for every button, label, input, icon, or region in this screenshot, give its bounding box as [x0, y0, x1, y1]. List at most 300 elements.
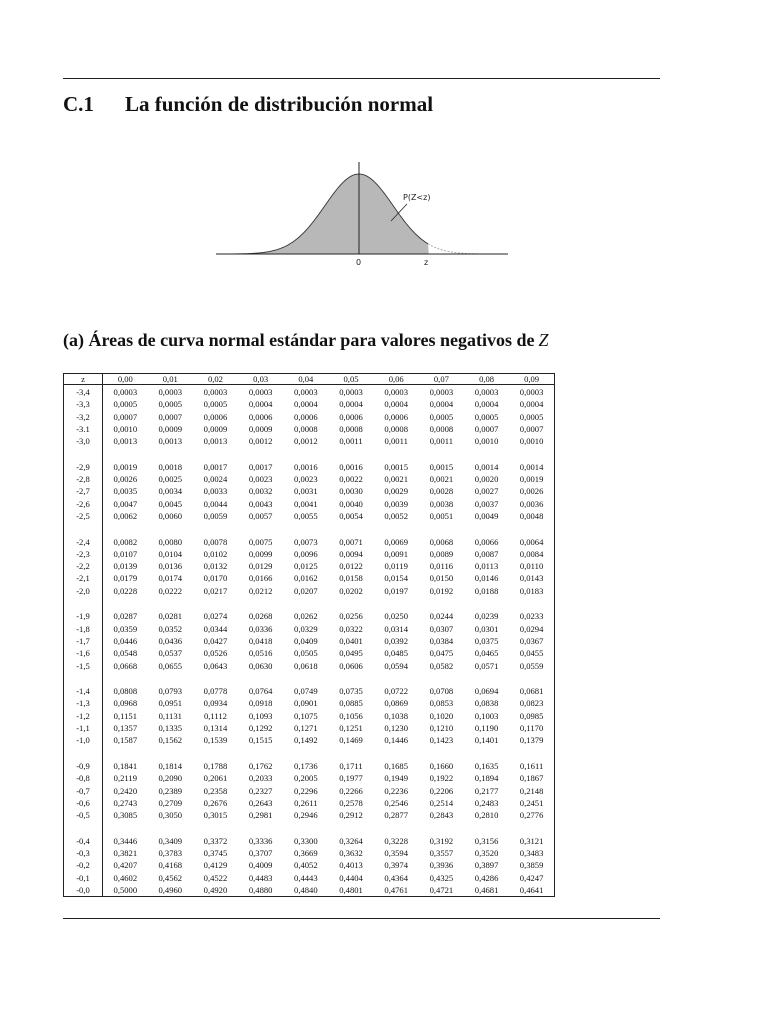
probability-cell: 0,0006 — [339, 411, 363, 422]
z-value-cell: -2,6 — [64, 498, 103, 510]
probability-cell: 0,1685 — [384, 760, 409, 771]
probability-cell: 0,0008 — [384, 423, 409, 434]
z-value-cell: -1,0 — [64, 734, 103, 746]
probability-cell: 0,2148 — [519, 785, 544, 796]
probability-cell: 0,0008 — [294, 423, 318, 434]
probability-cell: 0,0073 — [294, 536, 318, 547]
probability-cell: 0,0004 — [384, 399, 409, 410]
probability-cell: 0,0594 — [384, 660, 409, 671]
probability-cell: 0,0045 — [158, 498, 183, 509]
probability-cell: 0,1357 — [113, 723, 138, 734]
probability-cell: 0,0122 — [339, 561, 363, 572]
probability-cell: 0,2743 — [113, 797, 138, 808]
probability-cell: 0,3974 — [384, 860, 409, 871]
probability-cell: 0,0003 — [339, 387, 363, 397]
table-row — [64, 585, 555, 597]
probability-cell: 0,0030 — [339, 486, 363, 497]
probability-cell: 0,0023 — [294, 474, 318, 485]
section-heading — [63, 92, 433, 117]
probability-cell: 0,2177 — [474, 785, 499, 796]
probability-cell: 0,0618 — [294, 660, 318, 671]
probability-cell: 0,4207 — [113, 860, 138, 871]
probability-cell: 0,2709 — [158, 797, 183, 808]
probability-cell: 0,1841 — [113, 760, 138, 771]
probability-cell: 0,0078 — [203, 536, 228, 547]
z-value-cell: -3,3 — [64, 398, 103, 410]
probability-cell: 0,3669 — [294, 847, 318, 858]
probability-cell: 0,1515 — [248, 735, 273, 746]
probability-cell: 0,4801 — [339, 884, 363, 895]
probability-cell: 0,0038 — [429, 498, 454, 509]
probability-cell: 0,1949 — [384, 773, 409, 784]
probability-cell: 0,0838 — [474, 698, 499, 709]
probability-cell: 0,0007 — [158, 411, 183, 422]
probability-cell: 0,1003 — [474, 710, 499, 721]
probability-cell: 0,2578 — [339, 797, 363, 808]
probability-cell: 0,0174 — [158, 573, 183, 584]
probability-cell: 0,0026 — [519, 486, 544, 497]
x-label-zero: 0 — [356, 258, 362, 267]
table-row — [64, 485, 555, 497]
probability-cell: 0,2389 — [158, 785, 183, 796]
probability-cell: 0,1112 — [203, 710, 227, 721]
top-rule — [63, 78, 660, 79]
z-value-cell: -0,6 — [64, 797, 103, 809]
probability-cell: 0,0188 — [474, 585, 499, 596]
probability-cell: 0,0008 — [429, 423, 454, 434]
probability-cell: 0,0003 — [248, 387, 273, 397]
probability-cell: 0,0150 — [429, 573, 454, 584]
probability-cell: 0,0013 — [113, 436, 138, 447]
section-number: C.1 — [63, 92, 94, 116]
probability-cell: 0,0643 — [203, 660, 228, 671]
probability-cell: 0,2033 — [248, 773, 273, 784]
probability-cell: 0,0005 — [158, 399, 183, 410]
probability-cell: 0,0985 — [519, 710, 544, 721]
probability-cell: 0,4641 — [519, 884, 544, 895]
probability-cell: 0,1251 — [339, 723, 363, 734]
probability-cell: 0,0003 — [474, 387, 499, 397]
probability-cell: 0,0028 — [429, 486, 454, 497]
probability-cell: 0,0735 — [339, 686, 363, 697]
probability-cell: 0,4840 — [294, 884, 318, 895]
probability-cell: 0,0003 — [294, 387, 318, 397]
probability-cell: 0,2776 — [519, 810, 544, 821]
probability-cell: 0,0559 — [519, 660, 544, 671]
probability-cell: 0,0069 — [384, 536, 409, 547]
probability-cell: 0,4009 — [248, 860, 273, 871]
header-col: 0,02 — [193, 374, 238, 385]
probability-cell: 0,3936 — [429, 860, 454, 871]
probability-cell: 0,0024 — [203, 474, 228, 485]
probability-cell: 0,1469 — [339, 735, 363, 746]
probability-cell: 0,0516 — [248, 648, 273, 659]
probability-cell: 0,2451 — [519, 797, 544, 808]
probability-cell: 0,0011 — [429, 436, 454, 447]
probability-cell: 0,0051 — [429, 510, 454, 521]
probability-cell: 0,0035 — [113, 486, 138, 497]
probability-cell: 0,0427 — [203, 635, 228, 646]
subsection-variable: Z — [538, 330, 549, 350]
probability-cell: 0,0010 — [519, 436, 544, 447]
table-row — [64, 473, 555, 485]
group-spacer — [64, 821, 555, 834]
probability-cell: 0,0005 — [203, 399, 228, 410]
z-value-cell: -0,3 — [64, 847, 103, 859]
probability-cell: 0,0034 — [158, 486, 183, 497]
probability-cell: 0,0146 — [474, 573, 499, 584]
probability-cell: 0,0026 — [113, 474, 138, 485]
probability-cell: 0,4168 — [158, 860, 183, 871]
table-row — [64, 685, 555, 697]
probability-cell: 0,0005 — [429, 411, 454, 422]
probability-cell: 0,0228 — [113, 585, 138, 596]
probability-cell: 0,3228 — [384, 835, 409, 846]
probability-cell: 0,0384 — [429, 635, 454, 646]
probability-cell: 0,3156 — [474, 835, 499, 846]
table-row — [64, 536, 555, 548]
probability-cell: 0,0869 — [384, 698, 409, 709]
probability-cell: 0,0162 — [294, 573, 318, 584]
header-z: z — [64, 374, 103, 385]
probability-cell: 0,0016 — [339, 461, 363, 472]
probability-cell: 0,0606 — [339, 660, 363, 671]
probability-cell: 0,3897 — [474, 860, 499, 871]
table-row — [64, 872, 555, 884]
table-row — [64, 510, 555, 522]
probability-cell: 0,0436 — [158, 635, 183, 646]
probability-cell: 0,4522 — [203, 872, 228, 883]
table-row — [64, 411, 555, 423]
probability-cell: 0,1401 — [474, 735, 499, 746]
probability-cell: 0,0125 — [294, 561, 318, 572]
probability-cell: 0,0057 — [248, 510, 273, 521]
probability-cell: 0,1611 — [519, 760, 544, 771]
probability-cell: 0,0222 — [158, 585, 183, 596]
probability-cell: 0,2676 — [203, 797, 228, 808]
z-value-cell: -2,4 — [64, 536, 103, 548]
probability-cell: 0,1230 — [384, 723, 409, 734]
table-row — [64, 734, 555, 746]
probability-cell: 0,3085 — [113, 810, 138, 821]
probability-cell: 0,0094 — [339, 548, 363, 559]
probability-cell: 0,0064 — [519, 536, 544, 547]
probability-cell: 0,0233 — [519, 611, 544, 622]
probability-cell: 0,0047 — [113, 498, 138, 509]
probability-cell: 0,1660 — [429, 760, 454, 771]
probability-cell: 0,0582 — [429, 660, 454, 671]
group-spacer — [64, 672, 555, 685]
probability-cell: 0,0020 — [474, 474, 499, 485]
table-row — [64, 398, 555, 410]
probability-cell: 0,0139 — [113, 561, 138, 572]
table-row — [64, 647, 555, 659]
probability-cell: 0,0082 — [113, 536, 138, 547]
probability-cell: 0,1762 — [248, 760, 273, 771]
probability-cell: 0,0018 — [158, 461, 183, 472]
probability-cell: 0,0033 — [203, 486, 228, 497]
probability-cell: 0,0037 — [474, 498, 499, 509]
table-row — [64, 772, 555, 784]
table-row — [64, 785, 555, 797]
probability-cell: 0,4602 — [113, 872, 138, 883]
probability-cell: 0,0475 — [429, 648, 454, 659]
probability-cell: 0,0004 — [474, 399, 499, 410]
probability-cell: 0,3372 — [203, 835, 228, 846]
probability-cell: 0,2981 — [248, 810, 273, 821]
header-col: 0,06 — [374, 374, 419, 385]
probability-cell: 0,0012 — [294, 436, 318, 447]
probability-cell: 0,0008 — [339, 423, 363, 434]
probability-cell: 0,0021 — [384, 474, 409, 485]
probability-cell: 0,0036 — [519, 498, 544, 509]
probability-cell: 0,0062 — [113, 510, 138, 521]
bottom-rule — [63, 918, 660, 919]
probability-cell: 0,2061 — [203, 773, 228, 784]
probability-cell: 0,1446 — [384, 735, 409, 746]
probability-cell: 0,2119 — [113, 773, 137, 784]
probability-cell: 0,0012 — [248, 436, 273, 447]
probability-cell: 0,3520 — [474, 847, 499, 858]
header-col: 0,03 — [238, 374, 283, 385]
probability-cell: 0,1314 — [203, 723, 228, 734]
probability-cell: 0,3483 — [519, 847, 544, 858]
header-col: 0,07 — [419, 374, 464, 385]
probability-cell: 0,0212 — [248, 585, 273, 596]
probability-cell: 0,0009 — [158, 423, 183, 434]
table-row — [64, 423, 555, 435]
z-value-cell: -3,4 — [64, 385, 103, 399]
probability-cell: 0,0119 — [384, 561, 408, 572]
probability-cell: 0,0107 — [113, 548, 138, 559]
probability-cell: 0,0537 — [158, 648, 183, 659]
z-value-cell: -1,8 — [64, 623, 103, 635]
probability-cell: 0,1922 — [429, 773, 454, 784]
probability-cell: 0,0281 — [158, 611, 183, 622]
probability-cell: 0,0548 — [113, 648, 138, 659]
probability-cell: 0,1335 — [158, 723, 183, 734]
probability-cell: 0,2611 — [294, 797, 318, 808]
z-value-cell: -1,3 — [64, 697, 103, 709]
table-row — [64, 635, 555, 647]
probability-cell: 0,1635 — [474, 760, 499, 771]
probability-cell: 0,3192 — [429, 835, 454, 846]
probability-cell: 0,0004 — [339, 399, 363, 410]
probability-cell: 0,0262 — [294, 611, 318, 622]
probability-cell: 0,1977 — [339, 773, 363, 784]
z-value-cell: -0,9 — [64, 760, 103, 772]
probability-cell: 0,0571 — [474, 660, 499, 671]
probability-cell: 0,0778 — [203, 686, 228, 697]
probability-cell: 0,0485 — [384, 648, 409, 659]
probability-cell: 0,0059 — [203, 510, 228, 521]
probability-cell: 0,0143 — [519, 573, 544, 584]
probability-cell: 0,0003 — [203, 387, 228, 397]
probability-cell: 0,5000 — [113, 884, 138, 895]
probability-cell: 0,2296 — [294, 785, 318, 796]
probability-cell: 0,0116 — [429, 561, 454, 572]
table-row — [64, 610, 555, 622]
probability-cell: 0,0681 — [519, 686, 544, 697]
probability-cell: 0,3336 — [248, 835, 273, 846]
probability-cell: 0,1292 — [248, 723, 273, 734]
probability-cell: 0,0207 — [294, 585, 318, 596]
probability-cell: 0,4681 — [474, 884, 499, 895]
probability-cell: 0,0154 — [384, 573, 409, 584]
probability-cell: 0,4960 — [158, 884, 183, 895]
z-value-cell: -0,7 — [64, 785, 103, 797]
z-value-cell: -3,0 — [64, 435, 103, 447]
probability-cell: 0,0006 — [294, 411, 318, 422]
probability-cell: 0,0021 — [429, 474, 454, 485]
probability-cell: 0,0075 — [248, 536, 273, 547]
probability-cell: 0,0418 — [248, 635, 273, 646]
probability-cell: 0,3557 — [429, 847, 454, 858]
probability-cell: 0,0158 — [339, 573, 363, 584]
probability-cell: 0,0505 — [294, 648, 318, 659]
table-row — [64, 660, 555, 672]
probability-cell: 0,0375 — [474, 635, 499, 646]
probability-cell: 0,0048 — [519, 510, 544, 521]
header-col: 0,01 — [148, 374, 193, 385]
probability-cell: 0,1271 — [294, 723, 318, 734]
probability-cell: 0,4443 — [294, 872, 318, 883]
probability-cell: 0,0009 — [248, 423, 273, 434]
probability-cell: 0,0934 — [203, 698, 228, 709]
probability-cell: 0,0294 — [519, 623, 544, 634]
z-value-cell: -2,0 — [64, 585, 103, 597]
probability-cell: 0,0250 — [384, 611, 409, 622]
probability-cell: 0,1210 — [429, 723, 454, 734]
probability-cell: 0,0003 — [429, 387, 454, 397]
probability-cell: 0,1190 — [474, 723, 499, 734]
probability-cell: 0,1736 — [294, 760, 318, 771]
probability-cell: 0,0014 — [474, 461, 499, 472]
probability-cell: 0,0006 — [248, 411, 273, 422]
table-row — [64, 572, 555, 584]
z-value-cell: -0,8 — [64, 772, 103, 784]
probability-cell: 0,0087 — [474, 548, 499, 559]
table-row — [64, 722, 555, 734]
group-spacer — [64, 522, 555, 535]
probability-cell: 0,1038 — [384, 710, 409, 721]
table-row — [64, 548, 555, 560]
probability-cell: 0,1587 — [113, 735, 138, 746]
probability-cell: 0,0007 — [519, 423, 544, 434]
probability-cell: 0,0239 — [474, 611, 499, 622]
z-value-cell: -3,2 — [64, 411, 103, 423]
probability-cell: 0,1423 — [429, 735, 454, 746]
probability-cell: 0,0129 — [248, 561, 273, 572]
probability-cell: 0,4052 — [294, 860, 318, 871]
probability-cell: 0,0455 — [519, 648, 544, 659]
probability-cell: 0,4129 — [203, 860, 228, 871]
probability-cell: 0,3446 — [113, 835, 138, 846]
probability-cell: 0,0007 — [474, 423, 499, 434]
probability-cell: 0,0017 — [203, 461, 228, 472]
probability-cell: 0,0655 — [158, 660, 183, 671]
probability-cell: 0,0011 — [339, 436, 363, 447]
normal-curve-figure — [214, 160, 510, 270]
probability-cell: 0,0630 — [248, 660, 273, 671]
probability-cell: 0,0006 — [384, 411, 409, 422]
z-value-cell: -1,6 — [64, 647, 103, 659]
probability-cell: 0,0016 — [294, 461, 318, 472]
probability-cell: 0,2206 — [429, 785, 454, 796]
probability-cell: 0,0314 — [384, 623, 409, 634]
probability-cell: 0,0764 — [248, 686, 273, 697]
probability-cell: 0,0179 — [113, 573, 138, 584]
probability-cell: 0,0901 — [294, 698, 318, 709]
probability-cell: 0,4286 — [474, 872, 499, 883]
probability-cell: 0,1711 — [339, 760, 363, 771]
probability-cell: 0,0019 — [113, 461, 138, 472]
probability-cell: 0,0017 — [248, 461, 273, 472]
probability-cell: 0,1539 — [203, 735, 228, 746]
subsection-label: (a) Áreas de curva normal estándar para valores negativos de — [63, 330, 535, 350]
probability-cell: 0,2005 — [294, 773, 318, 784]
probability-cell: 0,2327 — [248, 785, 273, 796]
probability-cell: 0,2420 — [113, 785, 138, 796]
subsection-heading — [63, 330, 548, 351]
probability-cell: 0,0885 — [339, 698, 363, 709]
probability-cell: 0,0052 — [384, 510, 409, 521]
probability-cell: 0,0113 — [474, 561, 499, 572]
z-table-body — [64, 385, 555, 897]
table-row — [64, 884, 555, 897]
probability-cell: 0,0068 — [429, 536, 454, 547]
probability-cell: 0,0217 — [203, 585, 228, 596]
z-value-cell: -2,3 — [64, 548, 103, 560]
table-row — [64, 385, 555, 399]
probability-cell: 0,0344 — [203, 623, 228, 634]
probability-cell: 0,4761 — [384, 884, 409, 895]
probability-cell: 0,0951 — [158, 698, 183, 709]
probability-cell: 0,0041 — [294, 498, 318, 509]
probability-cell: 0,3594 — [384, 847, 409, 858]
probability-cell: 0,0019 — [519, 474, 544, 485]
probability-cell: 0,0336 — [248, 623, 273, 634]
probability-cell: 0,0066 — [474, 536, 499, 547]
probability-cell: 0,0694 — [474, 686, 499, 697]
probability-cell: 0,0202 — [339, 585, 363, 596]
probability-cell: 0,1492 — [294, 735, 318, 746]
probability-cell: 0,3409 — [158, 835, 183, 846]
probability-cell: 0,0004 — [519, 399, 544, 410]
table-row — [64, 859, 555, 871]
probability-cell: 0,1814 — [158, 760, 183, 771]
probability-cell: 0,1894 — [474, 773, 499, 784]
probability-cell: 0,1170 — [519, 723, 544, 734]
probability-cell: 0,0054 — [339, 510, 363, 521]
probability-cell: 0,0359 — [113, 623, 138, 634]
probability-cell: 0,3707 — [248, 847, 273, 858]
probability-cell: 0,0003 — [113, 387, 138, 397]
probability-cell: 0,2843 — [429, 810, 454, 821]
table-row — [64, 797, 555, 809]
probability-cell: 0,0197 — [384, 585, 409, 596]
z-value-cell: -2,9 — [64, 461, 103, 473]
probability-cell: 0,0322 — [339, 623, 363, 634]
probability-cell: 0,2877 — [384, 810, 409, 821]
probability-cell: 0,2358 — [203, 785, 228, 796]
probability-cell: 0,0287 — [113, 611, 138, 622]
z-value-cell: -1,7 — [64, 635, 103, 647]
group-spacer — [64, 747, 555, 760]
probability-cell: 0,2090 — [158, 773, 183, 784]
header-col: 0,08 — [464, 374, 509, 385]
z-value-cell: -2,7 — [64, 485, 103, 497]
